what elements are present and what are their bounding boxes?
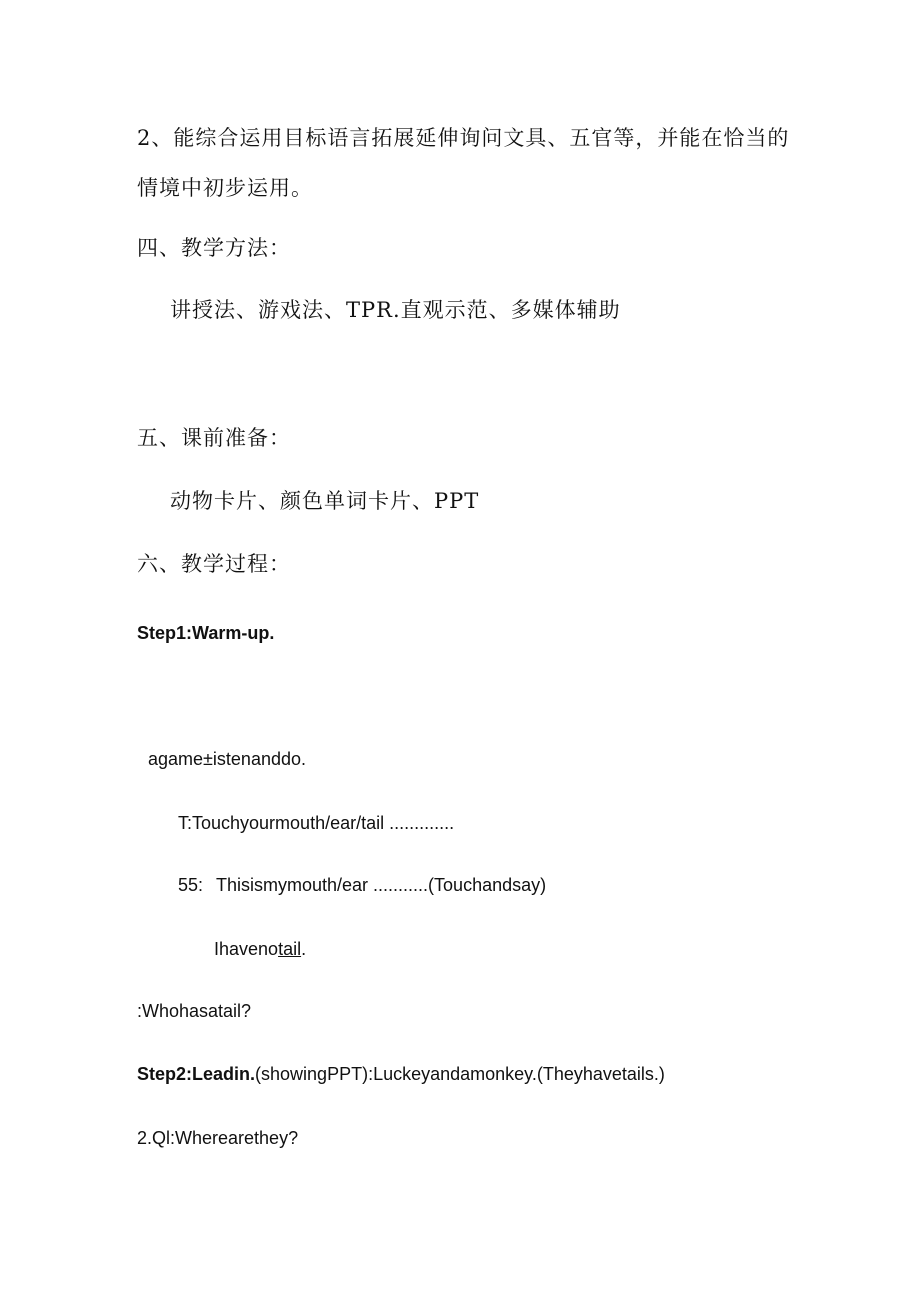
step1-student-prefix: 55: xyxy=(178,875,204,895)
step1-no-tail xyxy=(214,935,306,963)
methods-heading: 四、教学方法： xyxy=(137,236,291,260)
step1-student-line: Thisismymouth/ear ...........(Touchandsay) xyxy=(216,875,547,895)
step1-game: agame±istenanddo. xyxy=(148,749,306,769)
step1-question: :Whohasatail? xyxy=(137,1001,252,1021)
preparation-content: 动物卡片、颜色单词卡片、PPT xyxy=(170,489,480,513)
step2-q1: 2.Ql:Wherearethey? xyxy=(137,1128,299,1148)
step1-title: Step1:Warm-up. xyxy=(137,623,275,643)
objective-2-line-2: 情境中初步运用。 xyxy=(137,176,313,200)
objective-2-line-1: 2、能综合运用目标语言拓展延伸询问文具、五官等，并能在恰当的 xyxy=(137,126,790,150)
process-heading: 六、教学过程： xyxy=(137,552,291,576)
step2-line xyxy=(137,1060,665,1088)
methods-content: 讲授法、游戏法、TPR.直观示范、多媒体辅助 xyxy=(170,298,621,322)
no-tail-suffix: . xyxy=(301,939,307,959)
no-tail-underlined: tail xyxy=(278,939,302,959)
preparation-heading: 五、课前准备： xyxy=(137,426,291,450)
step2-content: (showingPPT):Luckeyandamonkey.(Theyhavetails.) xyxy=(255,1064,665,1084)
step2-title: Step2:Leadin. xyxy=(137,1064,256,1084)
step1-teacher-line: T:Touchyourmouth/ear/tail ............. xyxy=(178,813,455,833)
no-tail-prefix: Ihaveno xyxy=(214,939,279,959)
